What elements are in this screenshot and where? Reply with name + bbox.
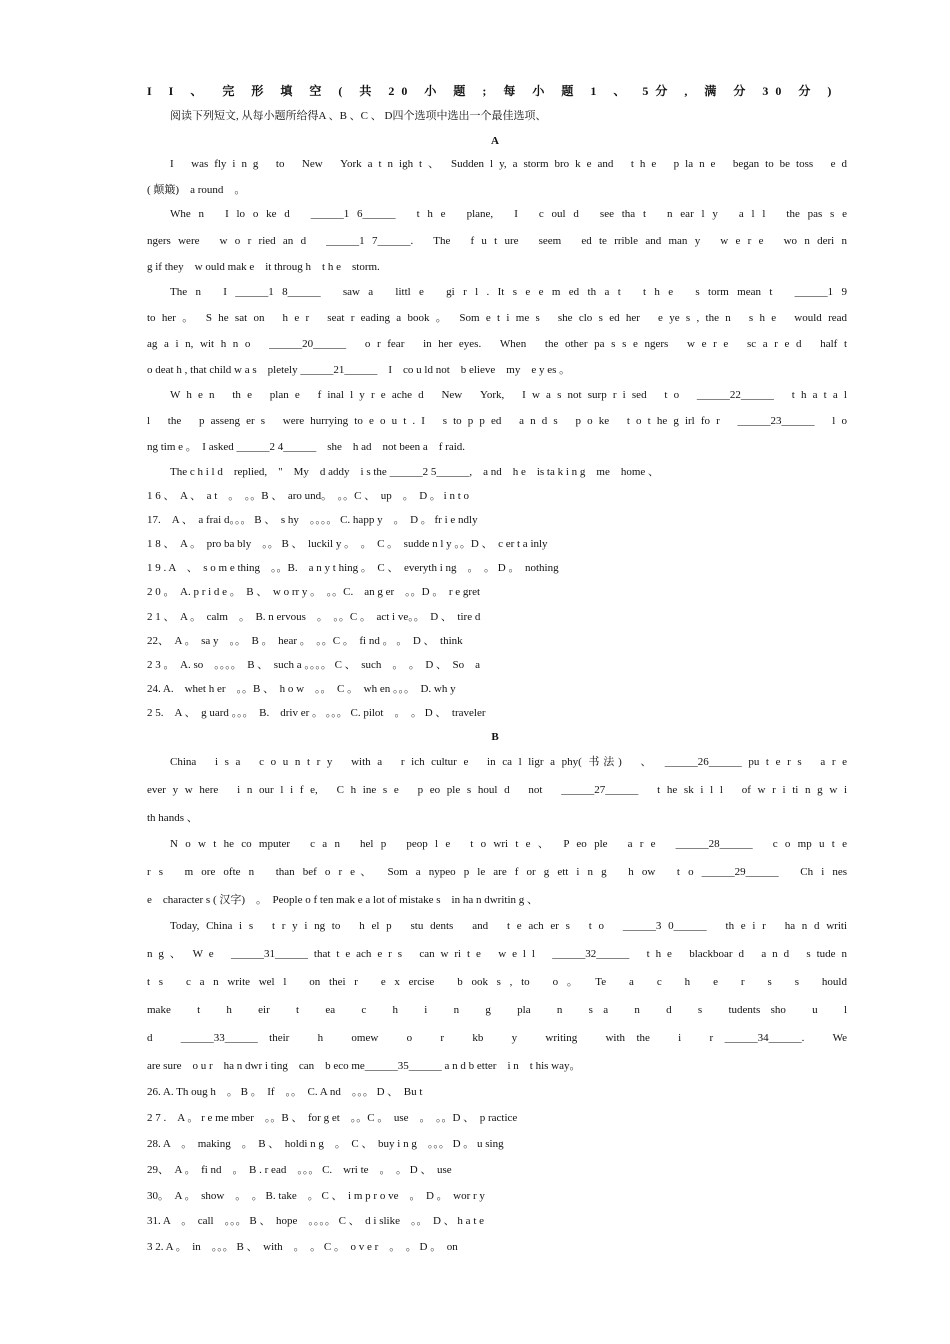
passage-b-line: th hands 、: [147, 812, 198, 824]
option-row: 2 7 . A 。 r e me mber 。。B 、 for g et 。。C 。 use 。 。。D 、 p ractice: [147, 1112, 518, 1124]
passage-a-line: The c h i l d replied, " My d addy i s the ______2 5______, a nd h e is ta k i n g me home 、: [170, 466, 660, 478]
passage-b-line: r s m ore ofte n than bef o r e、 Som a nypeo p le are f or g ett i n g h ow t o ______29______ Ch i nes: [147, 866, 847, 878]
option-row: 1 9 . A 、 s o m e thing 。。B. a n y t hing 。 C 、 everyth i ng 。 。 D 。 nothing: [147, 562, 559, 574]
passage-a-line: W h e n th e plan e f inal l y r e ache d New York, I w a s not surp r i sed t o ______22______ t h a t a l: [170, 389, 847, 401]
option-row: 2 0 。 A. p r i d e 。 B 、 w o rr y 。 。。C. an g er 。。D 。 r e gret: [147, 586, 481, 598]
passage-b-line: t s c a n write wel l on thei r e x ercise b ook s , to o 。 Te a c h e r s s hould: [147, 976, 847, 988]
passage-b-line: n g 、 W e ______31______ that t e ach e r s can w ri t e w e l l ______32______ t h e blackboar d a n d s tude n: [147, 948, 847, 960]
option-row: 2 5. A 、 g uard 。。。 B. driv er 。 。。。 C. pilot 。 。 D 、 traveler: [147, 707, 486, 719]
passage-b-line: make t h eir t ea c h i n g pla n s a n d s tudents sho u l: [147, 1004, 847, 1016]
passage-b-line: Today, China i s t r y i ng to h el p stu dents and t e ach er s t o ______3 0______ th e i r ha n d writi: [170, 920, 847, 932]
passage-b-line: ever y w here i n our l i f e, C h ine s e p eo ple s houl d not ______27______ t he sk i l l of w r i ti n g w i: [147, 784, 847, 796]
option-row: 24. A. whet h er 。。B 、 h o w 。。 C 。 wh en 。。。 D. wh y: [147, 683, 456, 695]
passage-b-line: China i s a c o u n t r y with a r ich cultur e in ca l ligr a phy( 书法) 、 ______26______ pu t e r s a r e: [170, 756, 847, 768]
passage-a-line: Whe n I lo o ke d ______1 6______ t h e plane, I c oul d see tha t n ear l y a l l the pas s e: [170, 208, 847, 220]
passage-a-line: to her 。 S he sat on h e r seat r eading a book 。 Som e t i me s she clo s ed her e ye s , the n s h e would read: [147, 312, 847, 324]
passage-b-line: d ______33______ their h omew o r kb y writing with the i r ______34______. We: [147, 1032, 847, 1044]
passage-a-line: ( 颠簸) a round 。: [147, 184, 246, 196]
passage-a-label: A: [491, 135, 499, 147]
passage-a-line: The n I ______1 8______ saw a littl e gi r l . It s e e m ed th a t t h e s torm mean t ______1 9: [170, 286, 847, 298]
passage-b-line: N o w t he co mputer c a n hel p peop l e t o wri t e 、 P eo ple a r e ______28______ c o mp u t e: [170, 838, 847, 850]
passage-a-line: ngers were w o r ried an d ______1 7______. The f u t ure seem ed te rrible and man y w e r e wo n deri n: [147, 235, 847, 247]
option-row: 1 8 、 A 。 pro ba bly 。。 B 、 luckil y 。 。 C 。 sudde n l y 。。D 、 c er t a inly: [147, 538, 548, 550]
option-row: 31. A 。 call 。。。 B 、 hope 。。。。 C 、 d i slike 。。 D 、 h a t e: [147, 1215, 485, 1227]
option-row: 3 2. A 。 in 。。。 B 、 with 。 。 C 。 o v e r 。 。 D 。 on: [147, 1241, 458, 1253]
passage-b-line: are sure o u r ha n dwr i ting can b eco me______35______ a n d b etter i n t his way。: [147, 1060, 581, 1072]
option-row: 2 1 、 A 。 calm 。 B. n ervous 。 。。C 。 act i ve。。 D 、 tire d: [147, 611, 481, 623]
option-row: 17. A 、 a frai d。。。 B 、 s hy 。。。。 C. happ y 。 D 。 fr i e ndly: [147, 514, 478, 526]
option-row: 26. A. Th oug h 。 B 。 If 。。 C. A nd 。。。 D 、 Bu t: [147, 1086, 423, 1098]
option-row: 2 3 。 A. so 。。。。 B 、 such a 。。。。 C 、 such 。 。 D 、 So a: [147, 659, 481, 671]
passage-b-label: B: [491, 731, 499, 743]
section-heading: I I 、 完 形 填 空 ( 共 20 小 题 ; 每 小 题 1 、 5分 , 满 分 30 分 ): [147, 84, 839, 98]
passage-a-line: I was fly i n g to New York a t n igh t 、 Sudden l y, a storm bro k e and t h e p la n e began to be toss e d: [170, 158, 847, 170]
passage-a-line: ng tim e 。 I asked ______2 4______ she h ad not been a f raid.: [147, 441, 466, 453]
passage-a-line: l the p asseng er s were hurrying to e o u t . I s to p p ed a n d s p o ke t o t he g irl fo r ______23______ l o: [147, 415, 847, 427]
option-row: 29、 A 。 fi nd 。 B . r ead 。。。 C. wri te 。 。 D 、 use: [147, 1164, 452, 1176]
passage-b-line: e character s ( 汉字) 。 People o f ten mak e a lot of mistake s in ha n dwritin g 、: [147, 894, 539, 906]
option-row: 30。 A 。 show 。 。 B. take 。 C 、 i m p r o ve 。 D 。 wor r y: [147, 1190, 485, 1202]
option-row: 28. A 。 making 。 B 、 holdi n g 。 C 、 buy i n g 。。。 D 。 u sing: [147, 1138, 504, 1150]
passage-a-line: ag a i n, wit h n o ______20______ o r fear in her eyes. When the other pa s s e ngers w e r e sc a r e d half t: [147, 338, 847, 350]
option-row: 1 6 、 A 、 a t 。 。。B 、 aro und。 。。C 、 up 。 D 。 i n t o: [147, 490, 470, 502]
passage-a-line: g if they w ould mak e it throug h t h e storm.: [147, 261, 380, 273]
option-row: 22、 A 。 sa y 。。 B 。 hear 。 。。C 。 fi nd 。 。 D 、 think: [147, 635, 463, 647]
instruction-text: 阅读下列短文, 从每小题所给得A 、B 、C 、 D四个选项中选出一个最佳选项、: [170, 110, 547, 122]
passage-a-line: o deat h , that child w a s pletely ______21______ I co u ld not b elieve my e y es 。: [147, 364, 571, 376]
